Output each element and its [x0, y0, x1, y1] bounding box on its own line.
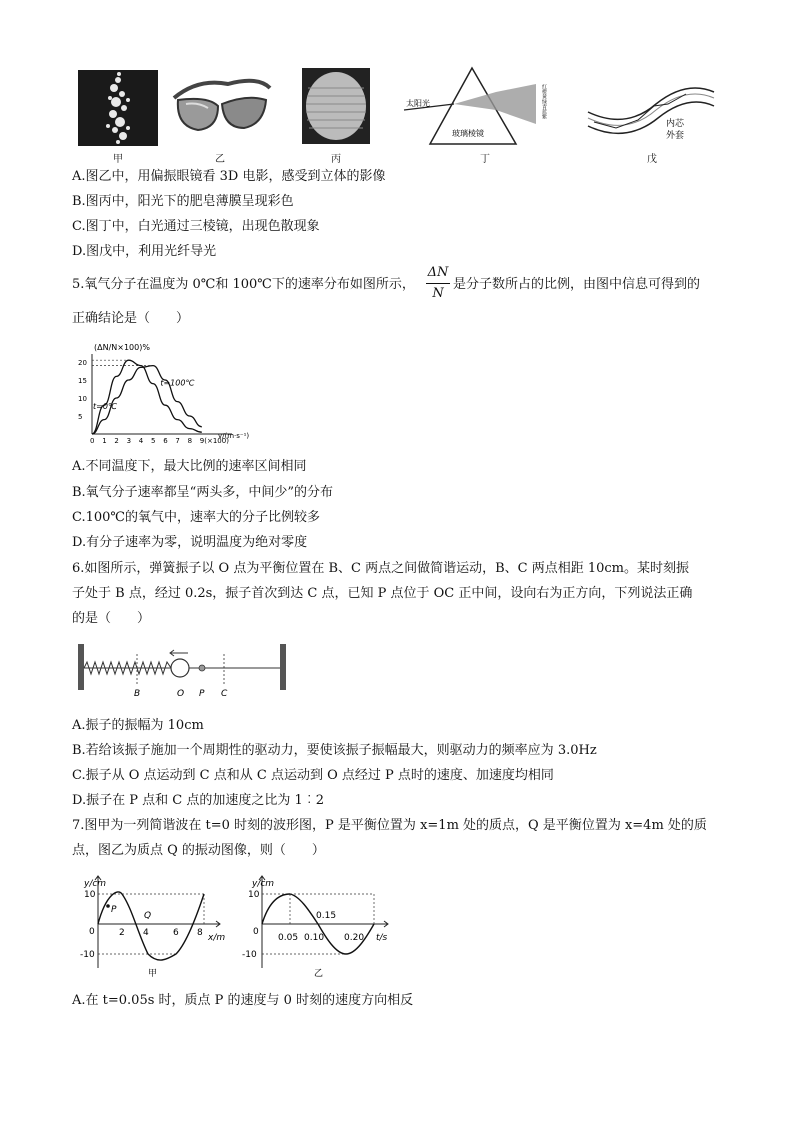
chart-x-tick-label: 2 [114, 437, 119, 445]
chart-x-tick-label: 4 [138, 437, 144, 445]
q5-fraction-bar [426, 283, 450, 284]
caption-jia-wave: 甲 [148, 969, 158, 979]
jia-ylabel: y/cm [84, 879, 107, 889]
q5-option-b[interactable]: B.氧气分子速率都呈“两头多，中间少”的分布 [72, 485, 333, 500]
jia-xtick-2: 2 [119, 928, 125, 938]
chart-x-tick-label: 9(×100) [199, 437, 229, 445]
figure-ding-prism [400, 64, 560, 148]
q6-option-b[interactable]: B.若给该振子施加一个周期性的驱动力，要使该振子振幅最大，则驱动力的频率应为 3.0Hz [72, 743, 597, 758]
caption-bing: 丙 [331, 154, 341, 165]
q5-stem-line2: 正确结论是（ ） [72, 311, 190, 326]
yi-xlabel: t/s [376, 933, 388, 943]
q5-stem-part2: 是分子数所占的比例，由图中信息可得到的 [453, 277, 701, 292]
chart-x-tick-label: 6 [163, 437, 168, 445]
caption-yi: 乙 [215, 154, 225, 165]
q6-spring-oscillator-figure [76, 640, 296, 702]
yi-xtick-015: 0.15 [316, 911, 337, 921]
yi-ytick-neg10: -10 [242, 950, 257, 960]
chart-x-tick-label: 8 [187, 437, 193, 445]
chart-x-tick-label: 5 [151, 437, 156, 445]
label-o: O [177, 689, 185, 699]
spectrum-label: 红橙黄绿青蓝紫 [541, 84, 547, 119]
label-b: B [134, 689, 141, 699]
jia-xtick-6: 6 [173, 928, 179, 938]
q5-fraction-numerator: ΔN [427, 265, 449, 280]
chart-series-line [92, 360, 202, 434]
q4-option-d[interactable]: D.图戊中，利用光纤导光 [72, 244, 217, 259]
q5-option-d[interactable]: D.有分子速率为零，说明温度为绝对零度 [72, 535, 308, 550]
yi-xtick-005: 0.05 [278, 933, 299, 943]
figure-bing-soap-film [302, 68, 370, 144]
q7-option-a[interactable]: A.在 t=0.05s 时，质点 P 的速度与 0 时刻的速度方向相反 [72, 993, 414, 1008]
jia-xlabel: x/m [208, 933, 226, 943]
jia-label-p: P [111, 905, 117, 915]
chart-y-tick-label: 10 [78, 395, 87, 403]
figure-jia-image [78, 70, 158, 146]
jia-origin: 0 [89, 927, 95, 937]
jia-label-q: Q [144, 911, 152, 921]
q6-option-d[interactable]: D.振子在 P 点和 C 点的加速度之比为 1︰2 [72, 793, 324, 808]
q7-wave-graph-jia [80, 868, 230, 980]
q5-option-a[interactable]: A.不同温度下，最大比例的速率区间相同 [72, 459, 307, 474]
q4-option-a[interactable]: A.图乙中，用偏振眼镜看 3D 电影，感受到立体的影像 [72, 169, 386, 184]
caption-jia: 甲 [113, 154, 123, 165]
yi-xtick-010: 0.10 [304, 933, 325, 943]
q7-stem-line1: 7.图甲为一列简谐波在 t=0 时刻的波形图，P 是平衡位置为 x=1m 处的质点，Q 是平衡位置为 x=4m 处的质 [72, 818, 707, 833]
yi-ytick-10: 10 [248, 890, 260, 900]
caption-ding: 丁 [480, 154, 490, 165]
figure-wu-optical-fiber [586, 82, 716, 142]
chart-series-label: t=100℃ [160, 378, 195, 388]
point-p-marker [199, 665, 205, 671]
yi-ylabel: y/cm [252, 879, 275, 889]
chart-x-tick-label: 0 [90, 437, 95, 445]
q5-stem-part1: 5.氧气分子在温度为 0℃和 100℃下的速率分布如图所示， [72, 277, 415, 292]
jia-xtick-8: 8 [197, 928, 203, 938]
yi-origin: 0 [253, 927, 259, 937]
sunlight-label: 太阳光 [406, 99, 430, 108]
cladding-label: 外套 [666, 131, 685, 141]
chart-xlabel: v/(m·s⁻¹) [218, 432, 250, 440]
chart-y-tick-label: 5 [78, 413, 83, 421]
chart-y-tick-label: 15 [78, 377, 87, 385]
jia-xtick-4: 4 [143, 928, 149, 938]
chart-y-tick-label: 20 [78, 359, 87, 367]
q4-option-c[interactable]: C.图丁中，白光通过三棱镜，出现色散现象 [72, 219, 320, 234]
wave-curve [98, 892, 204, 960]
core-label: 内芯 [666, 119, 685, 129]
q5-option-c[interactable]: C.100℃的氧气中，速率大的分子比例较多 [72, 510, 320, 525]
q5-fraction-denominator: N [432, 286, 444, 301]
q6-option-a[interactable]: A.振子的振幅为 10cm [72, 718, 204, 733]
yi-xtick-020: 0.20 [344, 933, 365, 943]
figure-yi-glasses [168, 70, 274, 142]
q6-option-c[interactable]: C.振子从 O 点运动到 C 点和从 C 点运动到 O 点经过 P 点时的速度、加速度均相同 [72, 768, 554, 783]
q4-option-b[interactable]: B.图丙中，阳光下的肥皂薄膜呈现彩色 [72, 194, 294, 209]
q6-stem-line3: 的是（ ） [72, 611, 151, 626]
q6-stem-line2: 子处于 B 点，经过 0.2s，振子首次到达 C 点，已知 P 点位于 OC 正中间，设向右为正方向，下列说法正确 [72, 586, 693, 601]
chart-ylabel: (ΔN/N×100)% [94, 343, 150, 352]
q5-velocity-distribution-chart [76, 338, 266, 450]
q6-stem-line1: 6.如图所示，弹簧振子以 O 点为平衡位置在 B、C 两点之间做简谐运动，B、C 两点相距 10cm。某时刻振 [72, 561, 690, 576]
label-c: C [221, 689, 228, 699]
jia-ytick-neg10: -10 [80, 950, 95, 960]
chart-x-tick-label: 3 [126, 437, 132, 445]
chart-series-label: t=0℃ [93, 401, 117, 411]
prism-label: 玻璃棱镜 [452, 129, 484, 138]
jia-ytick-10: 10 [84, 890, 96, 900]
point-p [106, 904, 110, 908]
label-p: P [199, 689, 205, 699]
chart-x-tick-label: 7 [175, 437, 180, 445]
chart-x-tick-label: 1 [102, 437, 107, 445]
caption-yi-vibration: 乙 [314, 969, 324, 979]
q7-vibration-graph-yi [238, 868, 398, 980]
caption-wu: 戊 [647, 154, 657, 165]
q7-stem-line2: 点，图乙为质点 Q 的振动图像，则（ ） [72, 843, 325, 858]
oscillator-ball [171, 659, 189, 677]
